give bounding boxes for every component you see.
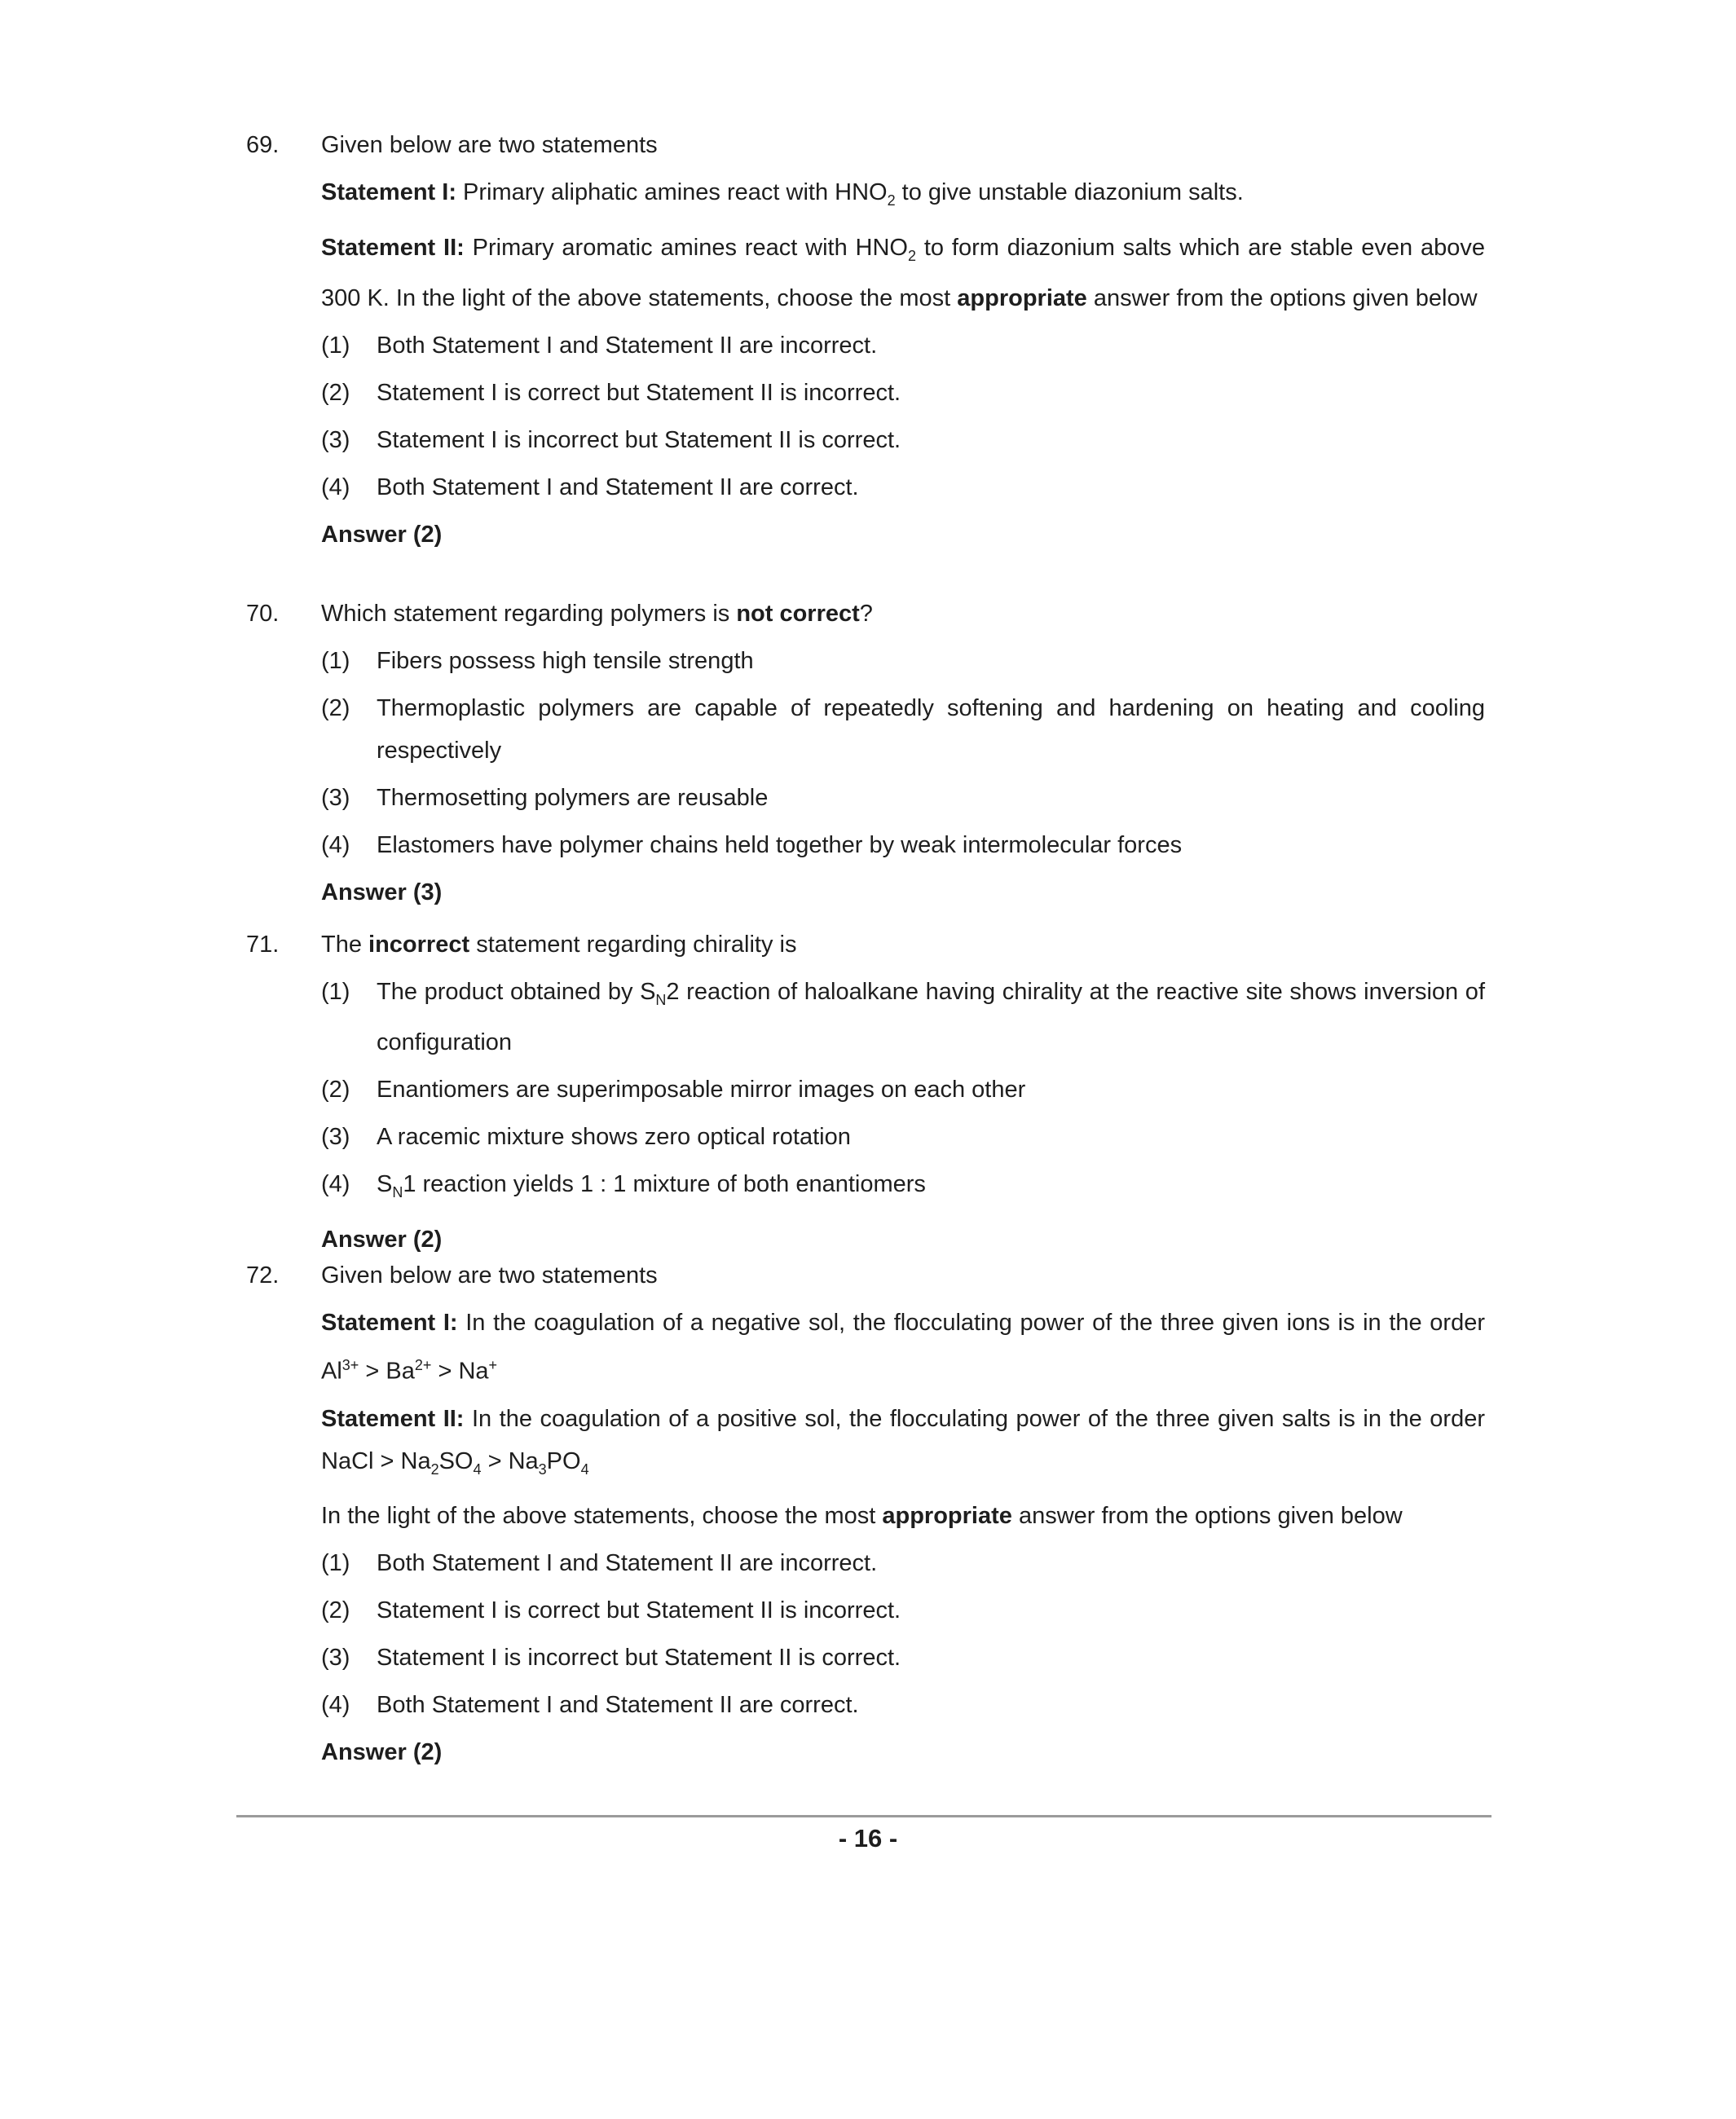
statement-label: Statement I:: [321, 179, 456, 205]
option-number: (4): [321, 474, 350, 500]
option-number: (4): [321, 832, 350, 858]
answer: Answer (2): [321, 1226, 443, 1253]
statement-text: In the coagulation of a negative sol, the flocculating power of the three given ions is in the order Al: [321, 1310, 1485, 1385]
statement-text: to give unstable diazonium salts.: [895, 179, 1244, 205]
option-number: (2): [321, 379, 350, 406]
option-number: (1): [321, 1550, 350, 1577]
statement-label: Statement I:: [321, 1310, 458, 1336]
stem-text: Which statement regarding polymers is: [321, 601, 737, 627]
option-text: Statement I is incorrect but Statement II is correct.: [377, 1645, 901, 1672]
option-number: (3): [321, 1123, 350, 1150]
subscript: 3: [538, 1460, 547, 1478]
statement-1: [321, 171, 1485, 222]
option: [321, 1163, 1485, 1214]
emphasis: not correct: [736, 601, 860, 627]
question-intro: Given below are two statements: [321, 1262, 658, 1289]
question-body: [321, 923, 1485, 1261]
option-text: Enantiomers are superimposable mirror images on each other: [377, 1076, 1026, 1103]
stem-text: statement regarding chirality is: [469, 932, 797, 958]
option-number: (4): [321, 1170, 350, 1197]
question-stem: [321, 593, 1485, 635]
statement-2: [321, 227, 1485, 319]
stem-text: The: [321, 932, 369, 958]
subscript: 2: [908, 247, 917, 264]
option-number: (2): [321, 1076, 350, 1103]
option: [321, 640, 1485, 682]
statement-text: > Ba: [359, 1358, 415, 1385]
statement-text: SO: [438, 1447, 474, 1474]
option: [321, 824, 1485, 866]
option-text: Both Statement I and Statement II are incorrect.: [377, 332, 878, 359]
statement-text: In the coagulation of a positive sol, the flocculating power of the three given salts is in the order NaCl > Na: [321, 1405, 1485, 1474]
option-text: A racemic mixture shows zero optical rotation: [377, 1123, 851, 1150]
footer-divider: [236, 1815, 1491, 1817]
subscript: 2: [430, 1460, 439, 1478]
option-text: Both Statement I and Statement II are correct.: [377, 1692, 859, 1719]
statement-text: > Na: [481, 1447, 539, 1474]
statement-text: > Na: [431, 1358, 489, 1385]
statement-text: to form diazonium salts which are stable even above 300 K. In the light of the above statements, choose the most: [321, 234, 1486, 311]
superscript: +: [488, 1357, 498, 1373]
option-number: (2): [321, 1597, 350, 1624]
question-number: 71.: [246, 932, 280, 958]
question-body: [321, 1254, 1485, 1773]
question-stem: [321, 923, 1485, 966]
option-text: Thermoplastic polymers are capable of repeatedly softening and hardening on heating and cooling respectively: [377, 695, 1485, 764]
question-number: 69.: [246, 132, 280, 158]
option-text: Both Statement I and Statement II are correct.: [377, 474, 859, 500]
statement-text: answer from the options given below: [1086, 284, 1478, 311]
emphasis: appropriate: [882, 1503, 1012, 1530]
option-text: S: [377, 1170, 393, 1197]
option-text: Statement I is correct but Statement II is incorrect.: [377, 1597, 901, 1624]
option: [321, 1637, 1485, 1679]
subscript: 4: [580, 1460, 589, 1478]
subscript: N: [392, 1183, 403, 1200]
closing-text: answer from the options given below: [1011, 1503, 1403, 1530]
statement-text: Primary aliphatic amines react with HNO: [456, 179, 888, 205]
question-body: [321, 124, 1485, 556]
option-text: Fibers possess high tensile strength: [377, 648, 754, 674]
statement-1: [321, 1302, 1485, 1393]
question-number: 70.: [246, 601, 280, 627]
statement-text: PO: [546, 1447, 581, 1474]
option: [321, 324, 1485, 367]
option-number: (4): [321, 1692, 350, 1719]
closing-text: In the light of the above statements, choose the most: [321, 1503, 883, 1530]
page-number: - 16 -: [838, 1824, 898, 1852]
option: [321, 1684, 1485, 1726]
option-number: (3): [321, 1645, 350, 1672]
option: [321, 419, 1485, 461]
option: [321, 971, 1485, 1064]
option: [321, 687, 1485, 772]
answer: Answer (2): [321, 521, 443, 548]
superscript: 2+: [414, 1357, 432, 1373]
answer: Answer (2): [321, 1739, 443, 1766]
emphasis: appropriate: [957, 284, 1087, 311]
option-text: Statement I is incorrect but Statement II is correct.: [377, 426, 901, 453]
option: [321, 777, 1485, 819]
emphasis: incorrect: [368, 932, 470, 958]
option-number: (3): [321, 426, 350, 453]
option: [321, 1589, 1485, 1632]
stem-text: ?: [859, 601, 873, 627]
option-number: (1): [321, 648, 350, 674]
option-text: 2 reaction of haloalkane having chirality at the reactive site shows inversion of configuration: [377, 979, 1485, 1055]
option-text: Elastomers have polymer chains held together by weak intermolecular forces: [377, 832, 1183, 858]
question-number: 72.: [246, 1262, 280, 1289]
option-text: Thermosetting polymers are reusable: [377, 785, 769, 811]
subscript: N: [655, 991, 667, 1008]
subscript: 4: [473, 1460, 482, 1478]
option: [321, 466, 1485, 509]
statement-label: Statement II:: [321, 1405, 465, 1432]
option: [321, 1116, 1485, 1158]
option: [321, 372, 1485, 414]
option-text: Both Statement I and Statement II are incorrect.: [377, 1550, 878, 1577]
subscript: 2: [887, 192, 896, 209]
option: [321, 1068, 1485, 1111]
statement-2: [321, 1398, 1485, 1491]
option: [321, 1542, 1485, 1584]
option-number: (1): [321, 332, 350, 359]
question-closing: [321, 1495, 1485, 1537]
statement-text: Primary aromatic amines react with HNO: [464, 234, 908, 261]
question-body: [321, 593, 1485, 914]
option-text: Statement I is correct but Statement II is incorrect.: [377, 379, 901, 406]
option-number: (2): [321, 695, 350, 721]
option-number: (1): [321, 979, 350, 1005]
question-intro: Given below are two statements: [321, 132, 658, 158]
option-number: (3): [321, 785, 350, 811]
option-text: The product obtained by S: [377, 979, 656, 1005]
superscript: 3+: [341, 1357, 359, 1373]
answer: Answer (3): [321, 879, 443, 905]
statement-label: Statement II:: [321, 234, 465, 261]
option-text: 1 reaction yields 1 : 1 mixture of both enantiomers: [403, 1170, 926, 1197]
